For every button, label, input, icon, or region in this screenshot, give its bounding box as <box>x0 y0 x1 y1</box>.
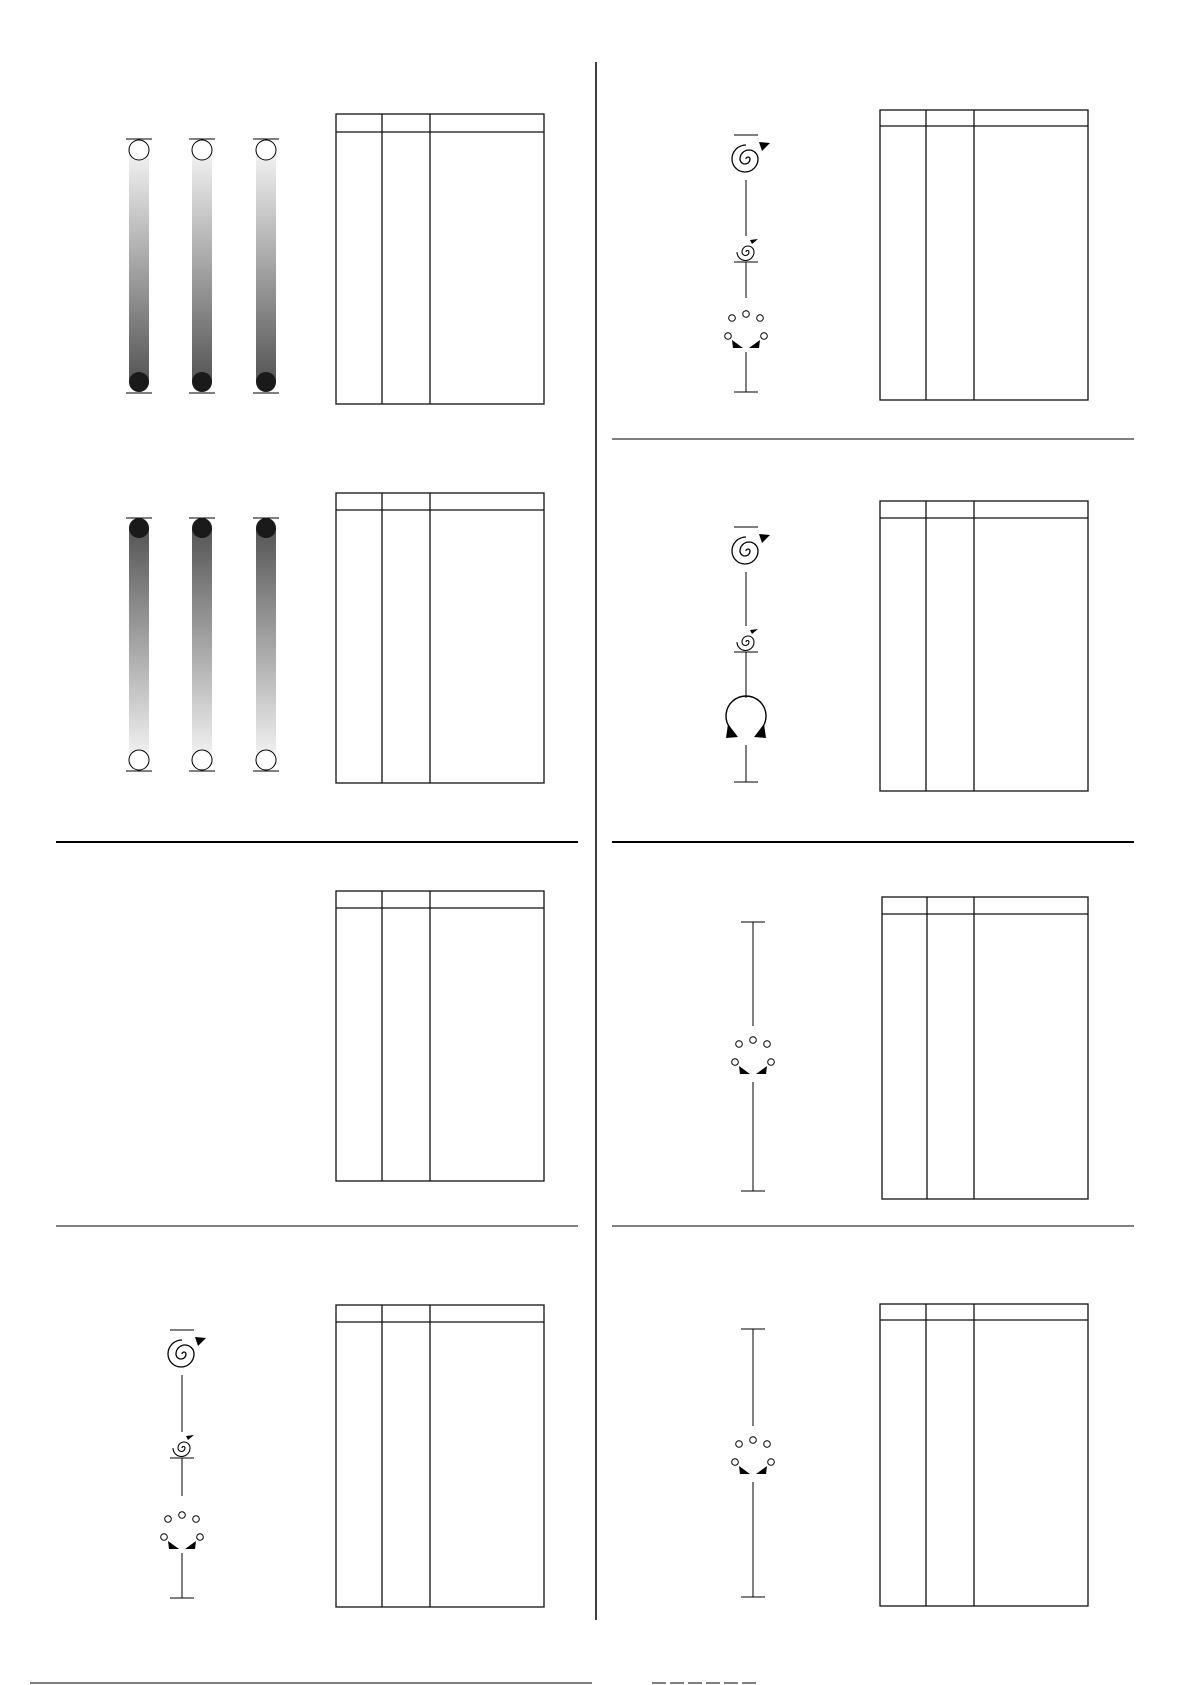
gradient-bar <box>189 518 215 771</box>
dotted-arc-icon <box>161 1512 204 1549</box>
table-4 <box>336 1305 544 1607</box>
dotted-arc-icon <box>732 1437 775 1474</box>
table-5 <box>880 110 1088 400</box>
table-8 <box>880 1304 1088 1606</box>
gradient-bars-light-to-dark <box>126 139 279 393</box>
spiral-icon <box>732 534 770 564</box>
dots-line-column-a <box>732 922 775 1191</box>
spiral-icon <box>737 629 758 651</box>
gradient-bar <box>189 139 215 393</box>
circle-arrows-icon <box>726 696 766 738</box>
dots-line-column-b <box>732 1329 775 1597</box>
gradient-bar <box>126 518 152 771</box>
spiral-icon <box>173 1435 194 1457</box>
table-1 <box>336 114 544 404</box>
spiral-icon <box>737 239 758 261</box>
spiral-icon <box>168 1337 206 1367</box>
gradient-bars-dark-to-light <box>126 518 279 771</box>
gradient-bar <box>253 139 279 393</box>
gradient-bar <box>253 518 279 771</box>
spiral-column-left-bottom <box>161 1330 206 1598</box>
dotted-arc-icon <box>732 1037 775 1074</box>
table-7 <box>882 897 1088 1199</box>
page-dividers <box>56 62 1134 1620</box>
table-6 <box>880 501 1088 791</box>
table-3 <box>336 891 544 1181</box>
spiral-column-right-top <box>725 135 770 392</box>
dotted-arc-icon <box>725 311 768 348</box>
table-2 <box>336 493 544 783</box>
gradient-bar <box>126 139 152 393</box>
spiral-icon <box>732 142 770 172</box>
spiral-column-right-mid <box>726 527 770 782</box>
